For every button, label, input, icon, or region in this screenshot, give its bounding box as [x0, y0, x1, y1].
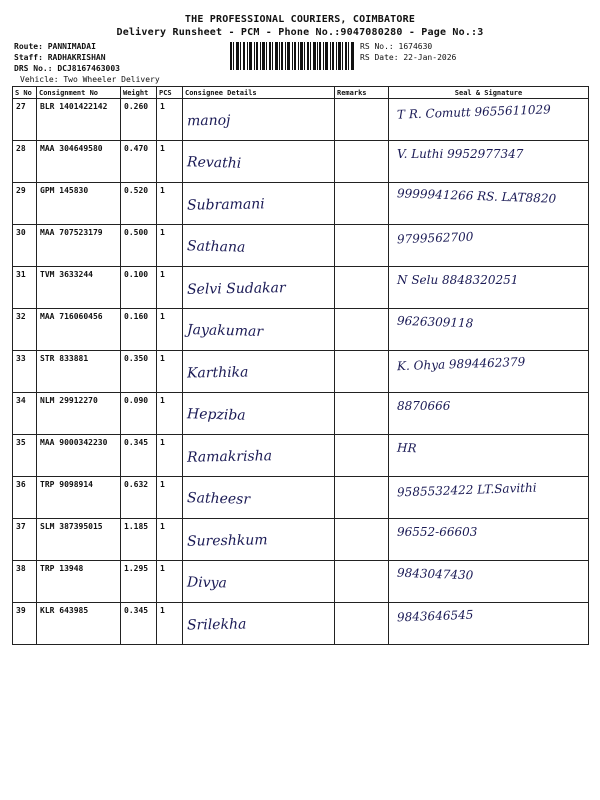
remarks-cell	[335, 603, 389, 645]
signature-cell	[389, 267, 589, 309]
signature-cell	[389, 225, 589, 267]
signature-handwriting: K. Ohya 9894462379	[396, 354, 526, 374]
pcs-cell: 1	[157, 267, 183, 309]
sno-cell: 32	[13, 309, 37, 351]
consignee-handwriting: Jayakumar	[186, 322, 264, 340]
pcs-cell: 1	[157, 351, 183, 393]
signature-cell	[389, 351, 589, 393]
barcode	[230, 42, 354, 70]
pcs-cell: 1	[157, 561, 183, 603]
consignment-cell: MAA 707523179	[37, 225, 121, 267]
weight-cell: 0.500	[121, 225, 157, 267]
runsheet-table	[12, 86, 589, 645]
consignment-cell: TVM 3633244	[37, 267, 121, 309]
pcs-cell: 1	[157, 435, 183, 477]
company-title: THE PROFESSIONAL COURIERS, COIMBATORE	[184, 14, 416, 25]
remarks-cell	[335, 351, 389, 393]
table-row	[13, 477, 589, 519]
signature-cell	[389, 561, 589, 603]
header-signature: Seal & Signature	[389, 87, 589, 99]
vehicle-label: Vehicle: Two Wheeler Delivery	[20, 75, 160, 84]
consignee-handwriting: Selvi Sudakar	[186, 280, 286, 298]
signature-cell	[389, 519, 589, 561]
table-row	[13, 393, 589, 435]
rs-date: RS Date: 22-Jan-2026	[360, 53, 457, 62]
consignee-cell	[183, 225, 335, 267]
header-remarks: Remarks	[335, 87, 389, 99]
sno-cell: 39	[13, 603, 37, 645]
consignee-handwriting: Subramani	[186, 196, 265, 214]
consignment-cell: STR 833881	[37, 351, 121, 393]
pcs-cell: 1	[157, 603, 183, 645]
weight-cell: 1.185	[121, 519, 157, 561]
signature-handwriting: 8870666	[397, 399, 451, 413]
sno-cell: 28	[13, 141, 37, 183]
table-row	[13, 267, 589, 309]
table-row	[13, 603, 589, 645]
consignee-cell	[183, 267, 335, 309]
consignee-handwriting: Karthika	[186, 364, 249, 382]
pcs-cell: 1	[157, 141, 183, 183]
signature-handwriting: 9999941266 RS. LAT8820	[396, 186, 557, 206]
consignment-cell: NLM 29912270	[37, 393, 121, 435]
consignee-cell	[183, 183, 335, 225]
consignment-cell: TRP 9098914	[37, 477, 121, 519]
signature-handwriting: 9626309118	[396, 313, 474, 331]
consignee-cell	[183, 99, 335, 141]
table-row	[13, 351, 589, 393]
drs-label: DRS No.: DCJ8167463003	[14, 64, 120, 73]
header-pcs: PCS	[157, 87, 183, 99]
consignment-cell: SLM 387395015	[37, 519, 121, 561]
rs-number: RS No.: 1674630	[360, 42, 433, 51]
remarks-cell	[335, 99, 389, 141]
signature-cell	[389, 99, 589, 141]
consignee-cell	[183, 141, 335, 183]
sno-cell: 27	[13, 99, 37, 141]
signature-cell	[389, 435, 589, 477]
consignee-handwriting: Ramakrisha	[186, 448, 273, 466]
consignee-cell	[183, 477, 335, 519]
consignment-cell: TRP 13948	[37, 561, 121, 603]
signature-handwriting: T R. Comutt 9655611029	[396, 102, 552, 122]
sno-cell: 38	[13, 561, 37, 603]
remarks-cell	[335, 309, 389, 351]
table-row	[13, 99, 589, 141]
consignee-handwriting: Sathana	[186, 238, 246, 256]
consignee-cell	[183, 603, 335, 645]
table-row	[13, 435, 589, 477]
sno-cell: 33	[13, 351, 37, 393]
header-consignment: Consignment No	[37, 87, 121, 99]
consignee-cell	[183, 309, 335, 351]
signature-cell	[389, 477, 589, 519]
route-label: Route: PANNIMADAI	[14, 42, 96, 51]
signature-handwriting: 9585532422 LT.Savithi	[396, 480, 537, 500]
weight-cell: 1.295	[121, 561, 157, 603]
consignee-handwriting: Satheesr	[186, 490, 251, 508]
table-row	[13, 183, 589, 225]
consignee-handwriting: Srilekha	[186, 616, 247, 634]
weight-cell: 0.160	[121, 309, 157, 351]
signature-handwriting: 9843047430	[396, 565, 474, 583]
weight-cell: 0.632	[121, 477, 157, 519]
consignee-cell	[183, 519, 335, 561]
consignee-cell	[183, 561, 335, 603]
weight-cell: 0.520	[121, 183, 157, 225]
pcs-cell: 1	[157, 225, 183, 267]
consignment-cell: KLR 643985	[37, 603, 121, 645]
weight-cell: 0.090	[121, 393, 157, 435]
remarks-cell	[335, 141, 389, 183]
consignment-cell: GPM 145830	[37, 183, 121, 225]
sno-cell: 30	[13, 225, 37, 267]
header-weight: Weight	[121, 87, 157, 99]
signature-handwriting: 9799562700	[396, 229, 474, 247]
weight-cell: 0.345	[121, 435, 157, 477]
weight-cell: 0.345	[121, 603, 157, 645]
weight-cell: 0.350	[121, 351, 157, 393]
signature-handwriting: V. Luthi 9952977347	[397, 147, 524, 161]
signature-cell	[389, 309, 589, 351]
remarks-cell	[335, 183, 389, 225]
header-sno: S No	[13, 87, 37, 99]
signature-cell	[389, 141, 589, 183]
signature-handwriting: HR	[396, 440, 417, 456]
weight-cell: 0.100	[121, 267, 157, 309]
weight-cell: 0.260	[121, 99, 157, 141]
pcs-cell: 1	[157, 519, 183, 561]
remarks-cell	[335, 225, 389, 267]
remarks-cell	[335, 435, 389, 477]
pcs-cell: 1	[157, 477, 183, 519]
signature-handwriting: N Selu 8848320251	[397, 273, 519, 287]
sno-cell: 36	[13, 477, 37, 519]
remarks-cell	[335, 393, 389, 435]
consignment-cell: MAA 716060456	[37, 309, 121, 351]
header-consignee: Consignee Details	[183, 87, 335, 99]
table-row	[13, 561, 589, 603]
sno-cell: 34	[13, 393, 37, 435]
remarks-cell	[335, 477, 389, 519]
table-row	[13, 225, 589, 267]
consignment-cell: MAA 9000342230	[37, 435, 121, 477]
consignee-handwriting: Divya	[186, 574, 228, 592]
signature-handwriting: 96552-66603	[397, 525, 478, 539]
signature-handwriting: 9843646545	[396, 607, 474, 625]
staff-label: Staff: RADHAKRISHAN	[14, 53, 106, 62]
signature-cell	[389, 603, 589, 645]
table-row	[13, 141, 589, 183]
pcs-cell: 1	[157, 309, 183, 351]
sno-cell: 29	[13, 183, 37, 225]
sno-cell: 37	[13, 519, 37, 561]
runsheet-subtitle: Delivery Runsheet - PCM - Phone No.:9047080280 - Page No.:3	[116, 27, 484, 38]
signature-cell	[389, 393, 589, 435]
remarks-cell	[335, 519, 389, 561]
consignee-handwriting: Hepziba	[186, 406, 246, 424]
sno-cell: 35	[13, 435, 37, 477]
consignee-handwriting: Revathi	[186, 154, 242, 172]
consignee-handwriting: manoj	[186, 112, 231, 130]
table-header-row	[13, 87, 589, 99]
consignee-cell	[183, 435, 335, 477]
consignment-cell: BLR 1401422142	[37, 99, 121, 141]
sno-cell: 31	[13, 267, 37, 309]
consignment-cell: MAA 304649580	[37, 141, 121, 183]
consignee-handwriting: Sureshkum	[186, 532, 268, 550]
consignee-cell	[183, 393, 335, 435]
table-row	[13, 309, 589, 351]
consignee-cell	[183, 351, 335, 393]
pcs-cell: 1	[157, 99, 183, 141]
table-row	[13, 519, 589, 561]
pcs-cell: 1	[157, 393, 183, 435]
weight-cell: 0.470	[121, 141, 157, 183]
remarks-cell	[335, 267, 389, 309]
remarks-cell	[335, 561, 389, 603]
pcs-cell: 1	[157, 183, 183, 225]
signature-cell	[389, 183, 589, 225]
